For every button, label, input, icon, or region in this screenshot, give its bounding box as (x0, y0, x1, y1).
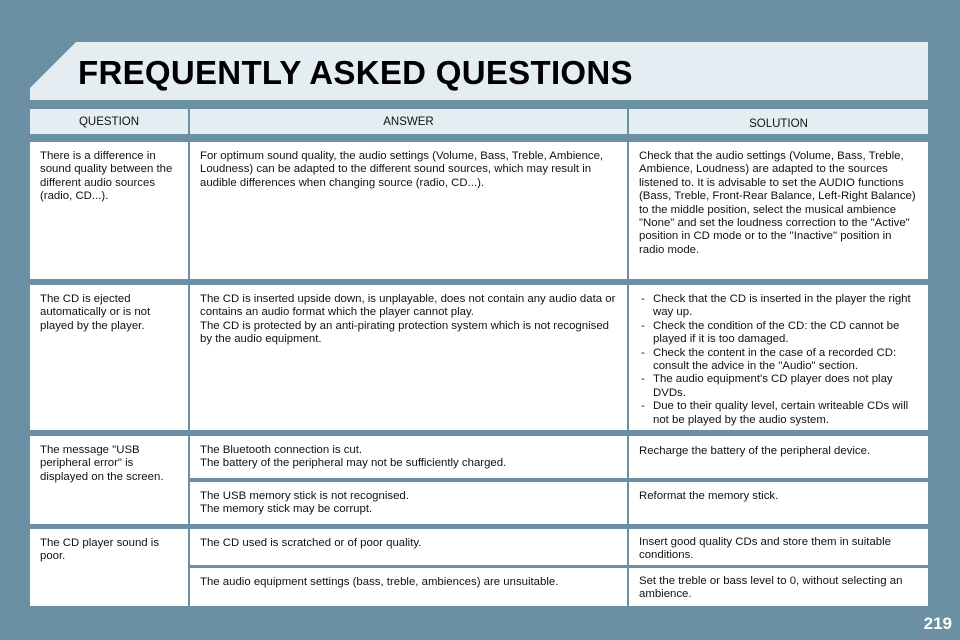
row3-answer-a (190, 436, 627, 478)
list-item: - Due to their quality level, certain writeable CDs will not be played by the audio system. (639, 400, 918, 427)
list-item: - Check the condition of the CD: the CD cannot be played if it is too damaged. (639, 320, 918, 347)
faq-page (30, 42, 928, 610)
row2-solution-list (639, 293, 918, 427)
header-solution: SOLUTION (629, 109, 928, 134)
row2-question: The CD is ejected automatically or is not played by the player. (30, 285, 188, 430)
page-title: FREQUENTLY ASKED QUESTIONS (78, 54, 633, 91)
row1-answer: For optimum sound quality, the audio settings (Volume, Bass, Treble, Ambience, Loudness) can be adapted to the different sound sources, which may result in audible differences when changing source (radio, CD...). (190, 142, 627, 279)
row2-solution (629, 285, 928, 430)
row3-answer-a-line2: The battery of the peripheral may not be sufficiently charged. (200, 457, 507, 470)
row3-answer-b-line2: The memory stick may be corrupt. (200, 503, 373, 516)
row3-question: The message "USB peripheral error" is displayed on the screen. (30, 436, 188, 524)
row4-answer-b: The audio equipment settings (bass, treble, ambiences) are unsuitable. (190, 568, 627, 606)
row2-answer-line1: The CD is inserted upside down, is unplayable, does not contain any audio data or contains an audio format which the player cannot play. (200, 293, 616, 319)
header-answer: ANSWER (190, 109, 627, 134)
row3-solution-a: Recharge the battery of the peripheral device. (629, 436, 928, 478)
row3-solution-b: Reformat the memory stick. (629, 482, 928, 524)
row4-solution-a: Insert good quality CDs and store them in suitable conditions. (629, 529, 928, 565)
row4-question: The CD player sound is poor. (30, 529, 188, 606)
page-number: 219 (923, 614, 952, 633)
row1-solution: Check that the audio settings (Volume, Bass, Treble, Ambience, Loudness) are adapted to the sources listened to. It is advisable to set the AUDIO functions (Bass, Treble, Front-Rear Balance, Left-Right Balance) to the middle position, select the musical ambience "None" and set the loudness correction to the "Active" position in CD mode or to the "Inactive" position in radio mode. (629, 142, 928, 279)
row4-solution-b: Set the treble or bass level to 0, without selecting an ambience. (629, 568, 928, 606)
row3-answer-b (190, 482, 627, 524)
row3-answer-b-line1: The USB memory stick is not recognised. (200, 490, 409, 502)
row2-answer-line2: The CD is protected by an anti-pirating protection system which is not recognised by the audio equipment. (200, 319, 609, 346)
row4-answer-a: The CD used is scratched or of poor quality. (190, 529, 627, 565)
list-item: - The audio equipment's CD player does not play DVDs. (639, 373, 918, 400)
row1-question: There is a difference in sound quality between the different audio sources (radio, CD...). (30, 142, 188, 279)
row3-answer-a-line1: The Bluetooth connection is cut. (200, 444, 363, 456)
list-item: - Check the content in the case of a recorded CD: consult the advice in the "Audio" section. (639, 347, 918, 374)
header-question: QUESTION (30, 109, 188, 134)
row2-answer (190, 285, 627, 430)
list-item: - Check that the CD is inserted in the player the right way up. (639, 293, 918, 320)
